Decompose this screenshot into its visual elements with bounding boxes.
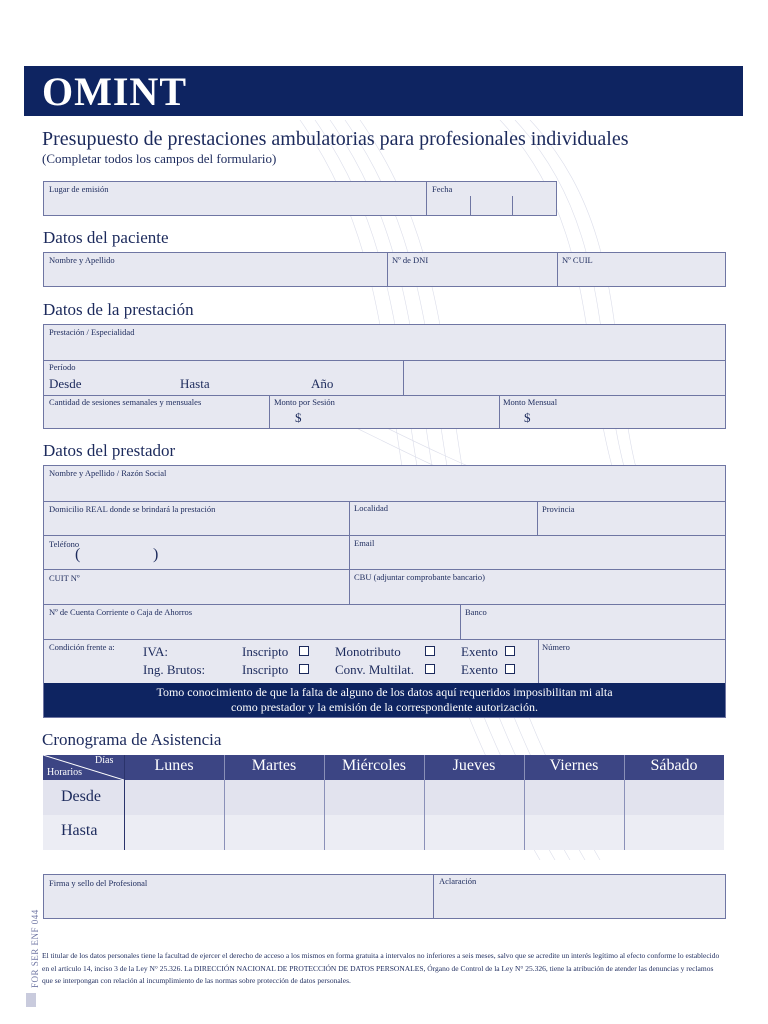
day-jueves: Jueves: [452, 757, 496, 774]
paciente-dni-label: Nº de DNI: [392, 255, 429, 265]
ib-exento-checkbox[interactable]: [505, 664, 515, 674]
iva-exento-label: Exento: [461, 644, 498, 659]
day-lunes: Lunes: [154, 757, 194, 774]
monto-sesion-currency: $: [295, 410, 302, 425]
paciente-box: [43, 252, 726, 287]
sesiones-field[interactable]: [46, 408, 266, 428]
telefono-area-field[interactable]: [84, 548, 150, 566]
periodo-anio-label: Año: [311, 376, 334, 391]
schedule-cell[interactable]: [425, 816, 523, 849]
paciente-heading: Datos del paciente: [43, 228, 169, 247]
monto-mensual-field[interactable]: [536, 408, 724, 428]
conv-multilat-checkbox[interactable]: [425, 664, 435, 674]
schedule-cell[interactable]: [325, 816, 423, 849]
conv-multilat-label: Conv. Multilat.: [335, 662, 414, 677]
banco-field[interactable]: [462, 617, 723, 637]
banco-label: Banco: [465, 607, 487, 617]
prestador-box: [43, 465, 726, 718]
notice-line-1: Tomo conocimiento de que la falta de alguno de los datos aquí requeridos imposibilitan mi alta: [156, 685, 613, 699]
day-viernes: Viernes: [549, 757, 599, 774]
paciente-dni-field[interactable]: [389, 266, 555, 286]
cuit-field[interactable]: [46, 583, 346, 602]
cbu-note: (adjuntar comprobante bancario): [373, 572, 486, 582]
dias-label: Días: [95, 755, 114, 766]
schedule-cell[interactable]: [525, 816, 623, 849]
periodo-hasta-label: Hasta: [180, 376, 210, 391]
cuenta-field[interactable]: [46, 617, 457, 637]
iva-label: IVA:: [143, 644, 169, 659]
monotributo-checkbox[interactable]: [425, 646, 435, 656]
monto-sesion-label: Monto por Sesión: [274, 397, 335, 407]
ib-exento-label: Exento: [461, 662, 498, 677]
monto-mensual-label: Monto Mensual: [503, 397, 558, 407]
notice-banner: [44, 683, 725, 717]
schedule-cell[interactable]: [125, 816, 223, 849]
fecha-dia-field[interactable]: [428, 196, 468, 215]
cuenta-label: Nº de Cuenta Corriente o Caja de Ahorros: [49, 607, 193, 617]
numero-field[interactable]: [540, 653, 723, 681]
paciente-nombre-field[interactable]: [46, 266, 384, 286]
sesiones-label: Cantidad de sesiones semanales y mensuales: [49, 397, 202, 407]
schedule-cell[interactable]: [325, 781, 423, 814]
periodo-desde-field[interactable]: [86, 373, 174, 393]
localidad-label: Localidad: [354, 503, 388, 513]
firma-field[interactable]: [46, 889, 430, 917]
prestador-nombre-label: Nombre y Apellido / Razón Social: [49, 468, 167, 478]
iva-exento-checkbox[interactable]: [505, 646, 515, 656]
form-code: FOR SER ENF 044: [30, 909, 40, 988]
ib-inscripto-checkbox[interactable]: [299, 664, 309, 674]
telefono-numero-field[interactable]: [162, 548, 346, 566]
iva-inscripto-label: Inscripto: [242, 644, 289, 659]
email-field[interactable]: [351, 548, 723, 566]
horarios-label: Horarios: [47, 767, 82, 778]
schedule-cell[interactable]: [525, 781, 623, 814]
row-hasta-label: Hasta: [61, 822, 98, 839]
domicilio-field[interactable]: [46, 514, 346, 533]
aclaracion-label: Aclaración: [439, 876, 477, 886]
form-code-tab: [26, 993, 36, 1007]
periodo-desde-label: Desde: [49, 376, 82, 391]
page-title: Presupuesto de prestaciones ambulatorias para profesionales individuales: [42, 128, 629, 150]
ib-inscripto-label: Inscripto: [242, 662, 289, 677]
paciente-cuil-field[interactable]: [559, 266, 725, 286]
omint-logo: OMINT: [42, 69, 187, 114]
notice-line-2: como prestador y la emisión de la correspondiente autorización.: [231, 700, 538, 714]
cbu-field[interactable]: [351, 583, 723, 602]
telefono-paren-open: (: [75, 546, 81, 563]
iva-inscripto-checkbox[interactable]: [299, 646, 309, 656]
firma-label: Firma y sello del Profesional: [49, 878, 148, 888]
schedule-cell[interactable]: [625, 816, 723, 849]
day-martes: Martes: [251, 757, 297, 774]
schedule-cell[interactable]: [225, 781, 323, 814]
day-miercoles: Miércoles: [342, 757, 406, 774]
paciente-nombre-label: Nombre y Apellido: [49, 255, 115, 265]
cbu-label: [354, 572, 485, 582]
provincia-field[interactable]: [539, 514, 723, 533]
firma-box: [43, 874, 726, 919]
schedule-cell[interactable]: [425, 781, 523, 814]
prestador-nombre-field[interactable]: [46, 479, 723, 499]
schedule-cell[interactable]: [625, 781, 723, 814]
monotributo-label: Monotributo: [335, 644, 401, 659]
paciente-cuil-label: Nº CUIL: [562, 255, 593, 265]
schedule-cell[interactable]: [125, 781, 223, 814]
cbu-label-text: CBU: [354, 572, 372, 582]
provincia-label: Provincia: [542, 504, 575, 514]
domicilio-label: Domicilio REAL donde se brindará la prestación: [49, 504, 216, 514]
page-subtitle: (Completar todos los campos del formulario): [42, 151, 277, 166]
ing-brutos-label: Ing. Brutos:: [143, 662, 206, 677]
fecha-label: Fecha: [432, 184, 453, 194]
schedule-cell[interactable]: [225, 816, 323, 849]
prestador-heading: Datos del prestador: [43, 441, 176, 460]
email-label: Email: [354, 538, 375, 548]
day-sabado: Sábado: [650, 757, 698, 774]
condicion-label: Condición frente a:: [49, 642, 115, 652]
emision-box: [43, 181, 557, 216]
aclaracion-field[interactable]: [436, 889, 724, 917]
fecha-mes-field[interactable]: [472, 196, 510, 215]
telefono-label: Teléfono: [49, 539, 80, 549]
lugar-emision-field[interactable]: [46, 195, 424, 215]
monto-mensual-currency: $: [524, 410, 531, 425]
numero-label: Número: [542, 642, 570, 652]
lugar-emision-label: Lugar de emisión: [49, 184, 109, 194]
prestacion-box: [43, 324, 726, 429]
legal-text: El titular de los datos personales tiene la facultad de ejercer el derecho de acceso a los mismos en forma gratuita a intervalos no inferiores a seis meses, salvo que se acredite un interés legítimo al efecto conforme lo establecido en el artículo 14, inciso 3 de la Ley N° 25.326. La DIRECCIÓN NACIONAL DE PROTECCIÓN DE DATOS PERSONALES, Órgano de Control de la Ley N° 25.326, tiene la atribución de atender las denuncias y reclamos que se interpongan con relación al incumplimiento de las normas sobre protección de datos personales.: [42, 951, 720, 985]
prestacion-heading: Datos de la prestación: [43, 300, 194, 319]
monto-sesion-field[interactable]: [306, 408, 496, 428]
schedule-table: [43, 755, 724, 850]
localidad-field[interactable]: [351, 514, 535, 533]
periodo-anio-field[interactable]: [338, 373, 400, 393]
periodo-hasta-field[interactable]: [216, 373, 306, 393]
cronograma-heading: Cronograma de Asistencia: [42, 730, 222, 749]
row-desde-label: Desde: [61, 788, 101, 805]
especialidad-field[interactable]: [46, 338, 723, 358]
fecha-anio-field[interactable]: [514, 196, 556, 215]
telefono-paren-close: ): [153, 546, 159, 563]
especialidad-label: Prestación / Especialidad: [49, 327, 135, 337]
cuit-label: CUIT Nº: [49, 573, 80, 583]
periodo-label: Período: [49, 362, 76, 372]
